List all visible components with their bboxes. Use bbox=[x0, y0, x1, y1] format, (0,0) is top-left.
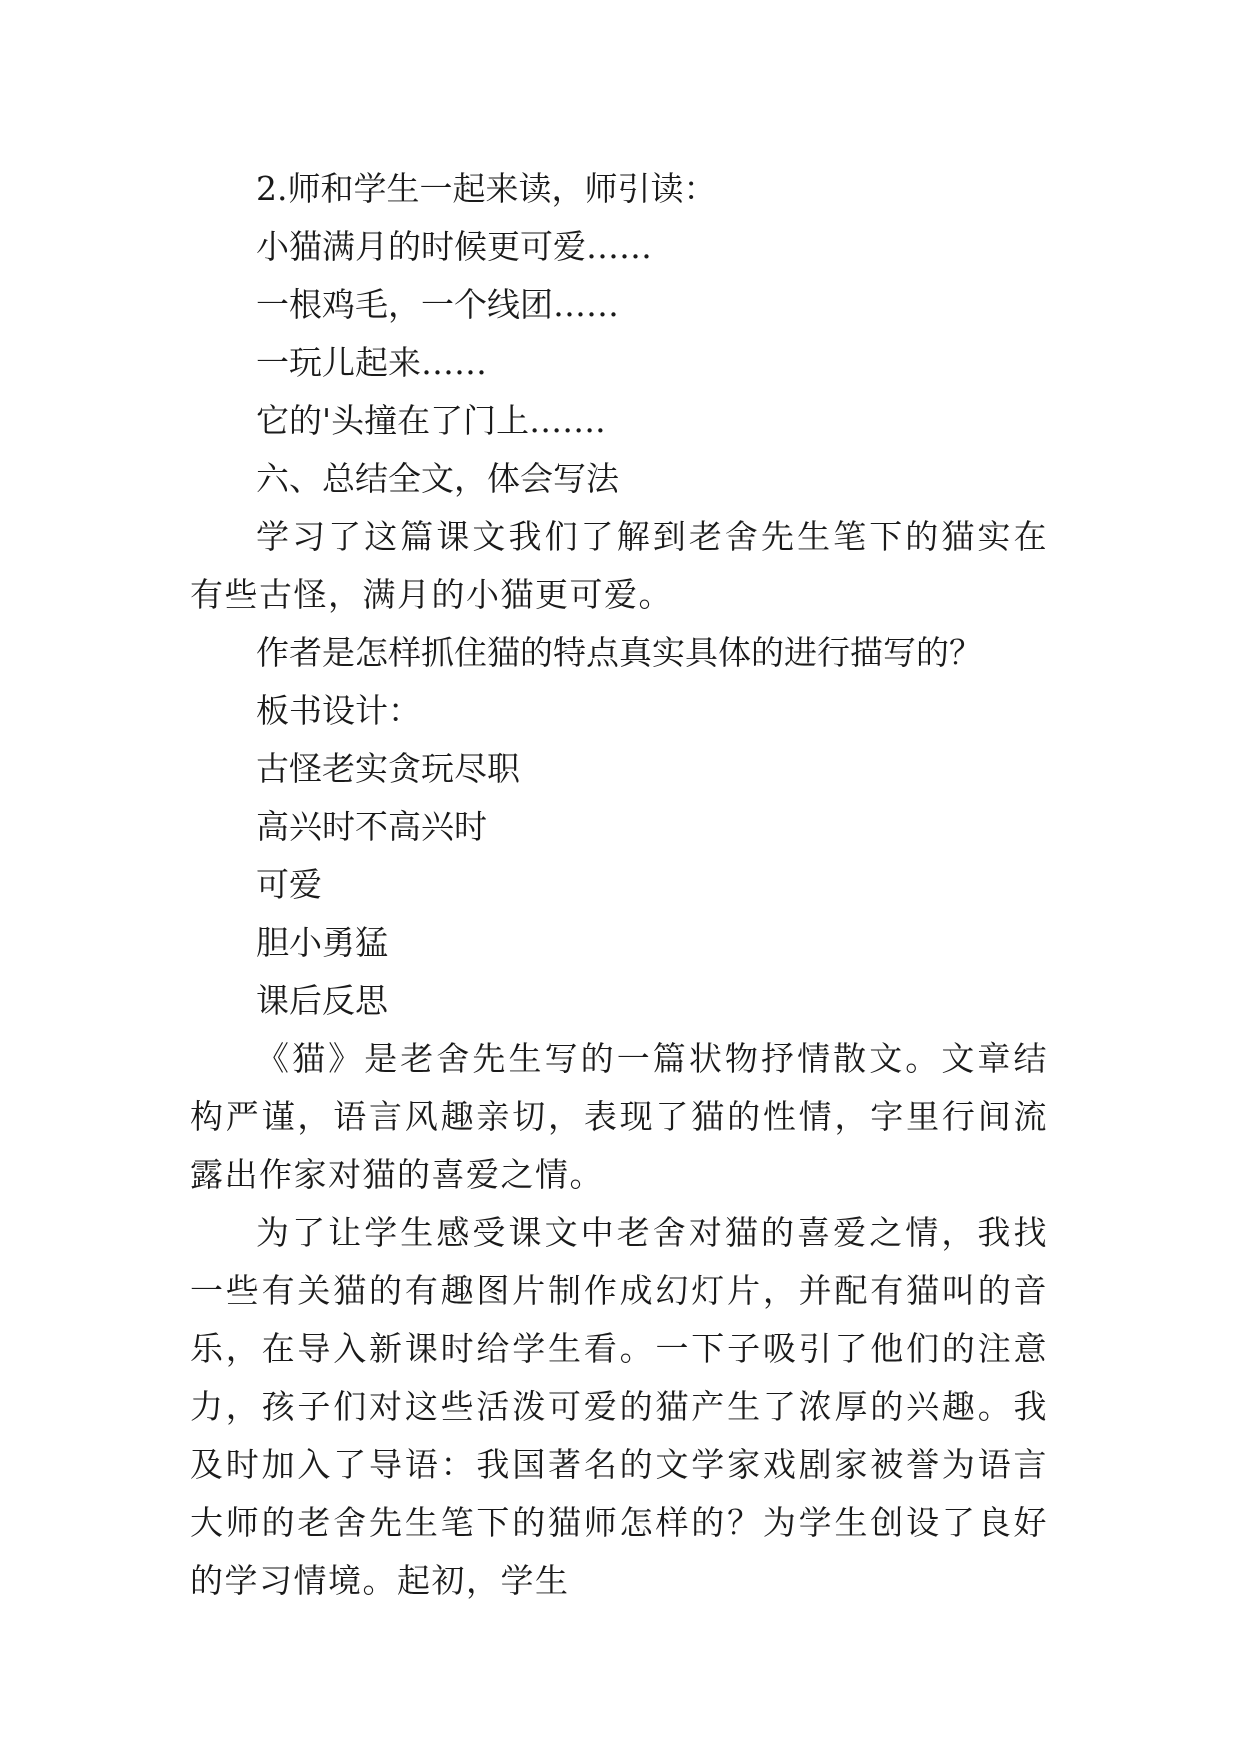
text-line: 作者是怎样抓住猫的特点真实具体的进行描写的？ bbox=[256, 633, 982, 672]
paragraph: 《猫》是老舍先生写的一篇状物抒情散文。文章结构严谨，语言风趣亲切，表现了猫的性情，字里行间流露出作家对猫的喜爱之情。 bbox=[190, 1039, 1048, 1194]
text-line: 一根鸡毛，一个线团…… bbox=[256, 285, 619, 324]
text-line: 它的'头撞在了门上……. bbox=[256, 401, 606, 440]
text-line: 小猫满月的时候更可爱…… bbox=[256, 227, 652, 266]
text-line: 胆小勇猛 bbox=[256, 923, 388, 962]
text-line: 一玩儿起来…… bbox=[256, 343, 487, 382]
text-line: 可爱 bbox=[256, 865, 322, 904]
paragraph: 为了让学生感受课文中老舍对猫的喜爱之情，我找一些有关猫的有趣图片制作成幻灯片，并配有猫叫的音乐，在导入新课时给学生看。一下子吸引了他们的注意力，孩子们对这些活泼可爱的猫产生了浓厚的兴趣。我及时加入了导语：我国著名的文学家戏剧家被誉为语言大师的老舍先生笔下的猫师怎样的？为学生创设了良好的学习情境。起初，学生 bbox=[190, 1213, 1048, 1600]
text-line: 2.师和学生一起来读，师引读： bbox=[256, 169, 717, 208]
section-heading: 课后反思 bbox=[256, 981, 388, 1020]
section-heading: 六、总结全文，体会写法 bbox=[256, 459, 619, 498]
text-line: 板书设计： bbox=[256, 691, 421, 730]
text-line: 高兴时不高兴时 bbox=[256, 807, 487, 846]
paragraph: 学习了这篇课文我们了解到老舍先生笔下的猫实在有些古怪，满月的小猫更可爱。 bbox=[190, 517, 1048, 614]
text-line: 古怪老实贪玩尽职 bbox=[256, 749, 520, 788]
document-body bbox=[190, 160, 1048, 1610]
